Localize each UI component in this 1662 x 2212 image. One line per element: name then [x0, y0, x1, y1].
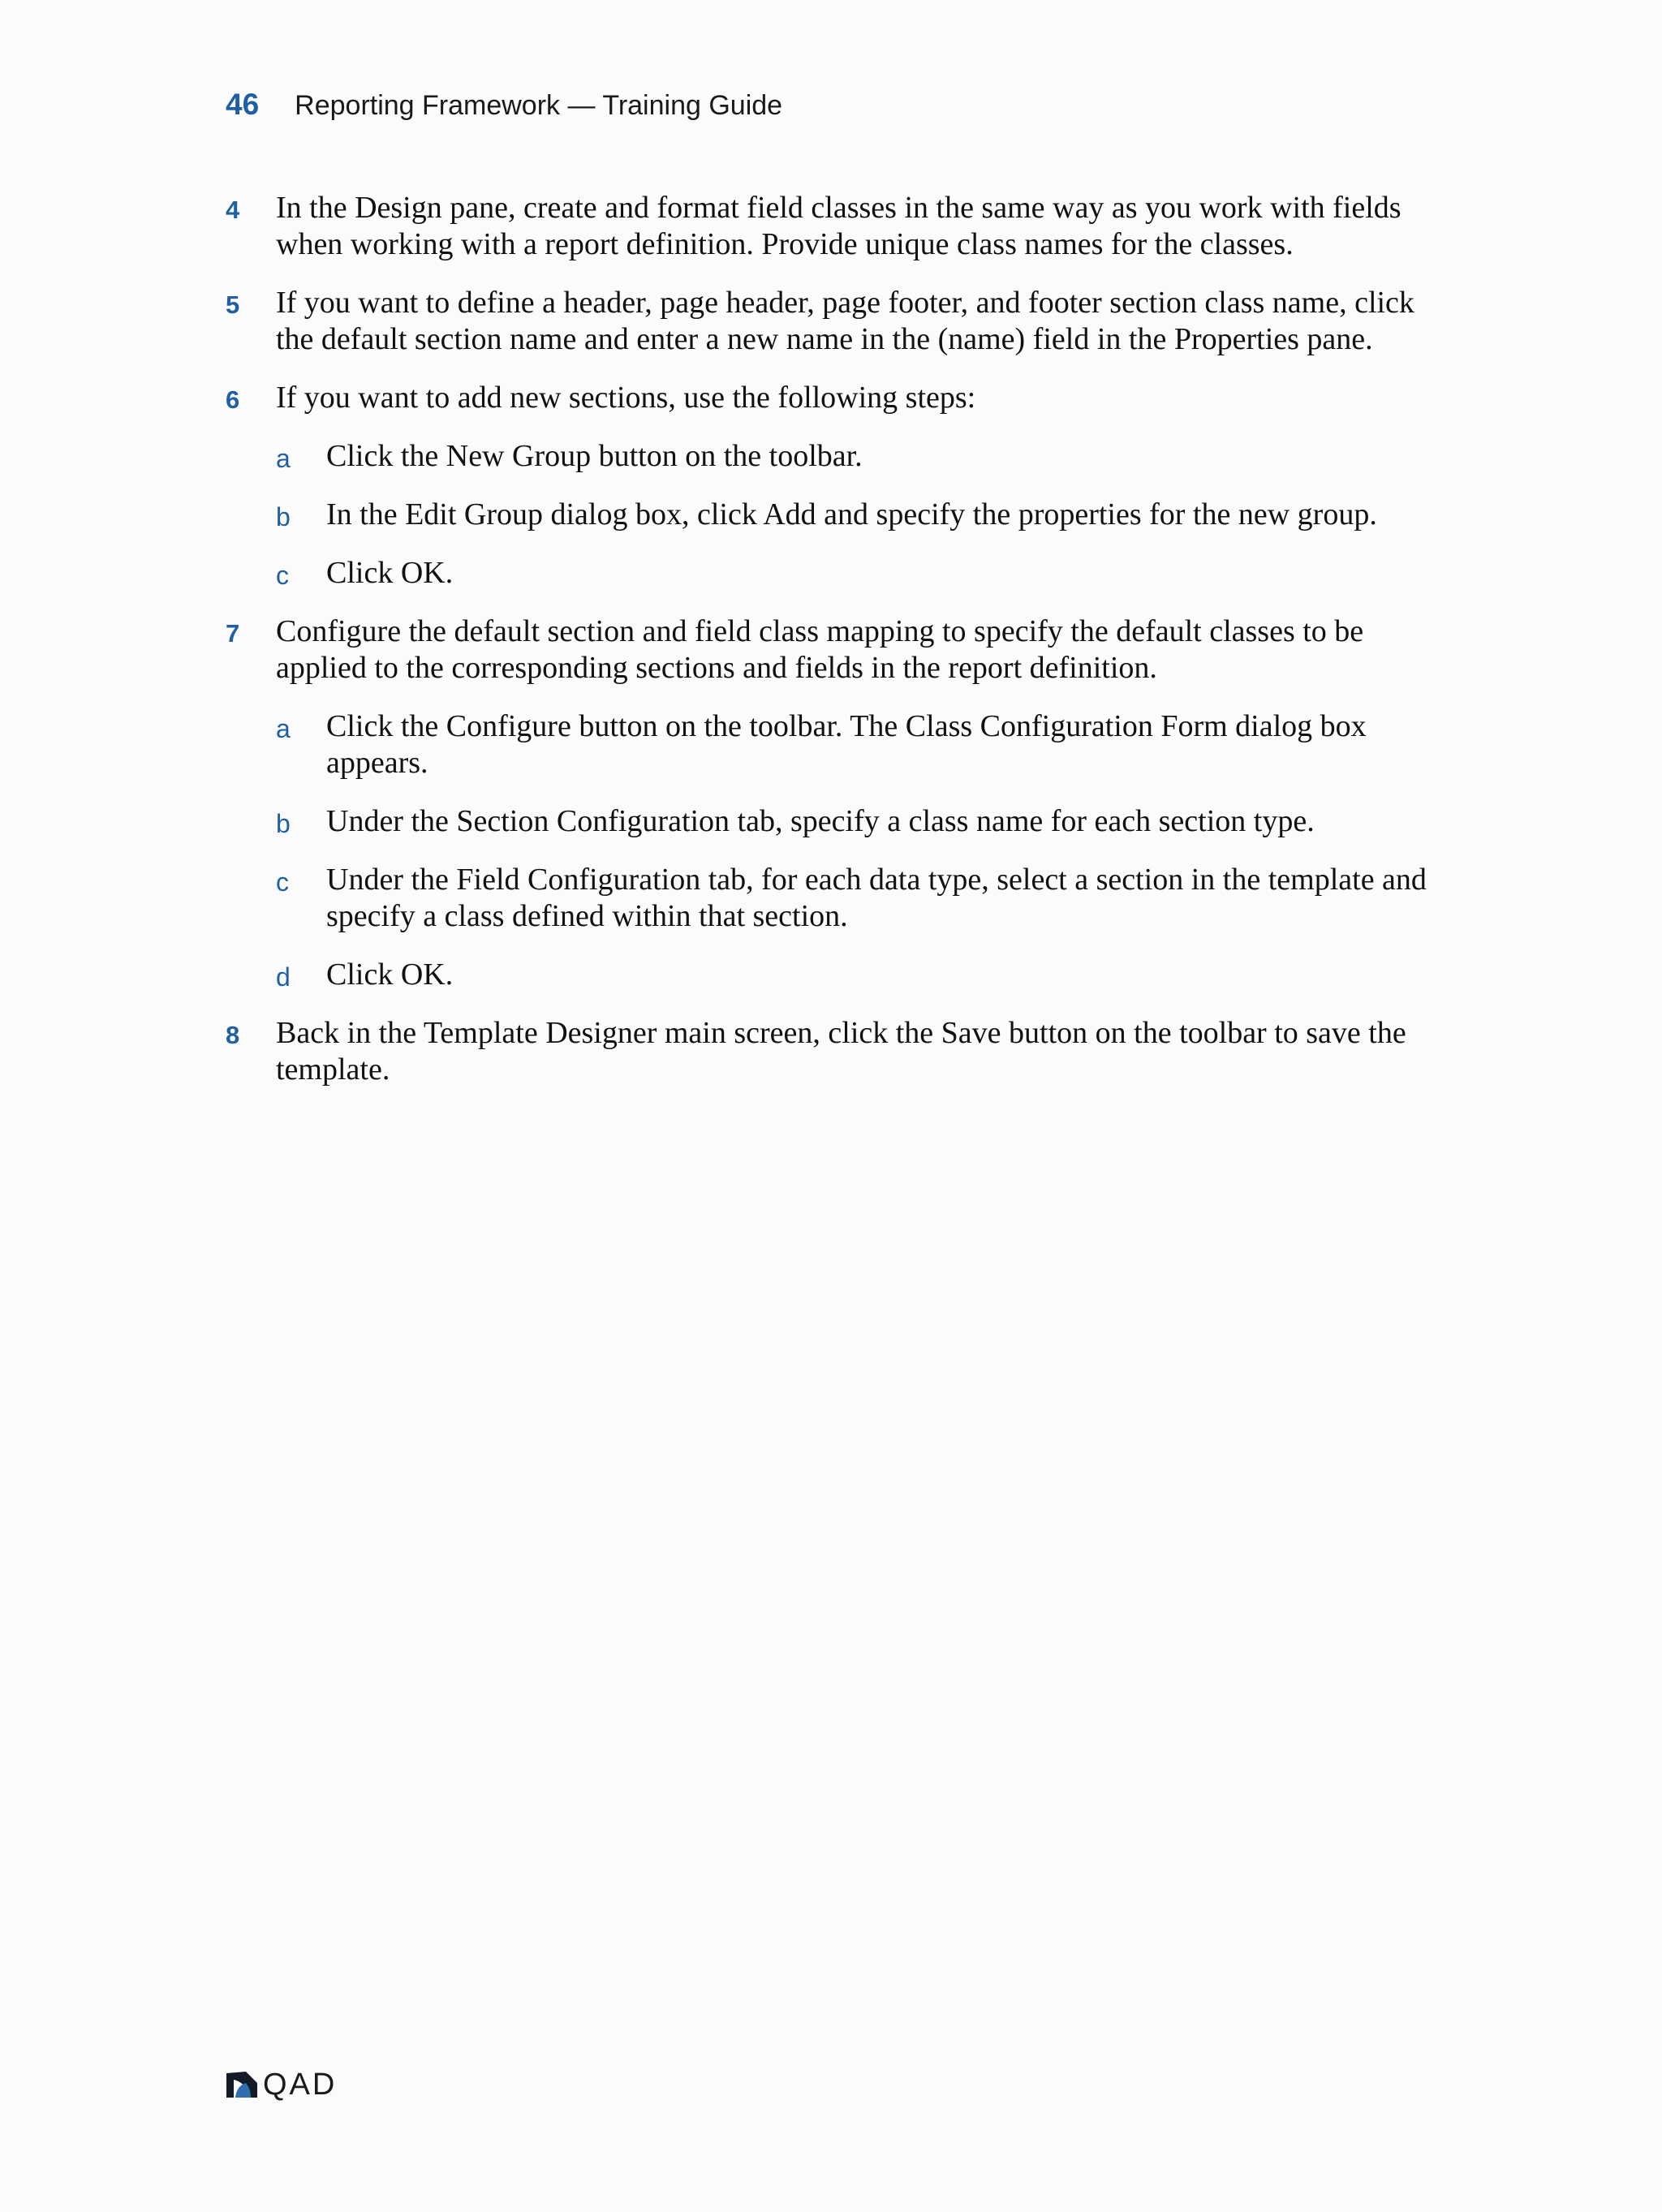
substep-text: In the Edit Group dialog box, click Add and specify the properties for the new group. [326, 497, 1377, 531]
substep-letter: a [276, 714, 291, 743]
substep-letter: d [276, 962, 291, 992]
substep-letter: b [276, 502, 291, 531]
substep-letter: a [276, 444, 291, 473]
step-6 [226, 380, 1427, 416]
substep-6c [276, 555, 1427, 592]
step-text: If you want to add new sections, use the following steps: [276, 381, 976, 415]
step-text: In the Design pane, create and format field classes in the same way as you work with fields when working with a report definition. Provide unique class names for the classes. [276, 191, 1402, 261]
step-5 [226, 285, 1427, 358]
procedure-content [226, 190, 1427, 1110]
substep-letter: c [276, 561, 289, 590]
step-text: If you want to define a header, page header, page footer, and footer section class name, click the default section name and enter a new name in the (name) field in the Properties pane. [276, 286, 1414, 356]
step-number: 5 [226, 290, 240, 319]
substep-7b [276, 803, 1427, 840]
page-number: 46 [226, 88, 260, 121]
step-7 [226, 613, 1427, 686]
substep-7d [276, 957, 1427, 993]
substep-7c [276, 862, 1427, 935]
substep-text: Click the Configure button on the toolbar. The Class Configuration Form dialog box appears. [326, 709, 1367, 780]
step-text: Back in the Template Designer main screen, click the Save button on the toolbar to save the template. [276, 1016, 1406, 1087]
step-8 [226, 1015, 1427, 1088]
substep-text: Click the New Group button on the toolbar. [326, 439, 863, 473]
logo-text: QAD [263, 2068, 338, 2102]
step-text: Configure the default section and field class mapping to specify the default classes to be applied to the corresponding sections and fields in the report definition. [276, 614, 1364, 685]
running-title: Reporting Framework — Training Guide [295, 90, 783, 121]
step-number: 6 [226, 385, 240, 414]
substep-letter: c [276, 867, 289, 897]
substep-letter: b [276, 809, 291, 838]
substep-6b [276, 497, 1427, 533]
qad-logo [226, 2068, 338, 2102]
substep-text: Click OK. [326, 958, 454, 992]
qad-logo-icon [226, 2071, 258, 2098]
step-number: 7 [226, 619, 240, 648]
substep-text: Click OK. [326, 556, 454, 590]
page-header [226, 88, 782, 133]
step-number: 4 [226, 196, 240, 224]
step-4 [226, 190, 1427, 263]
substep-text: Under the Section Configuration tab, specify a class name for each section type. [326, 804, 1315, 838]
substep-6a [276, 438, 1427, 475]
substep-7a [276, 708, 1427, 781]
substep-text: Under the Field Configuration tab, for each data type, select a section in the template and specify a class defined within that section. [326, 863, 1427, 933]
step-number: 8 [226, 1021, 240, 1049]
